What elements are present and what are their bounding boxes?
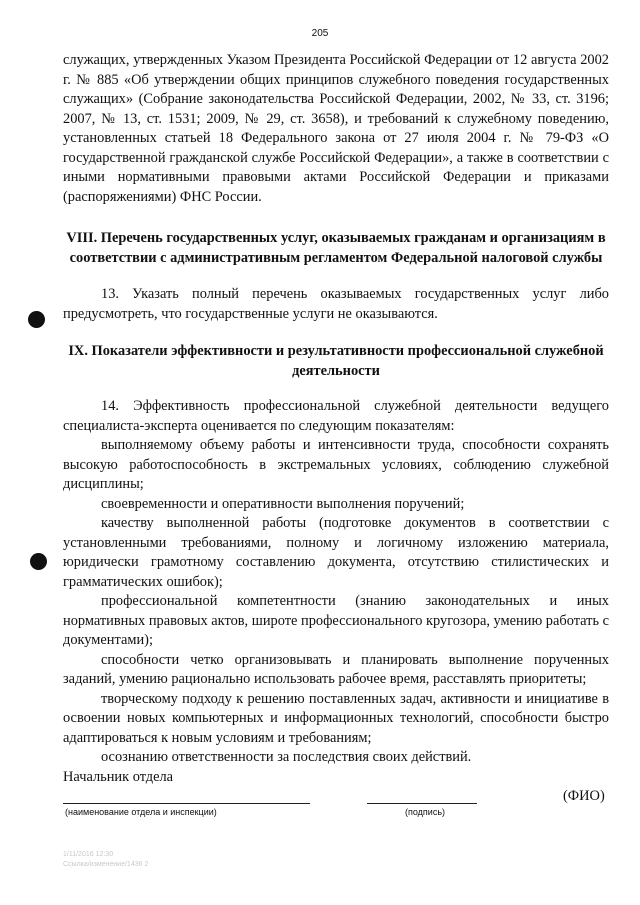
paragraph-14: 14. Эффективность профессиональной служебной деятельности ведущего специалиста-эксперта оценивается по следующим показателям: <box>63 398 609 434</box>
fio-label: (ФИО) <box>563 788 605 804</box>
signature-title: Начальник отдела <box>63 769 174 785</box>
indicator-item: творческому подходу к решению поставленных задач, активности и инициативе в освоении новых компьютерных и информационных технологий, способности быстро адаптироваться к новым условиям и требованиям; <box>63 690 609 746</box>
paragraph-13: 13. Указать полный перечень оказываемых государственных услуг либо предусмотреть, что государственные услуги не оказываются. <box>63 286 609 322</box>
indicator-item: выполняемому объему работы и интенсивности труда, способности сохранять высокую работоспособность в экстремальных условиях, соблюдению служебной дисциплины; <box>63 437 609 492</box>
indicator-item: осознанию ответственности за последствия своих действий. <box>101 749 472 765</box>
punch-hole-mark <box>30 553 47 570</box>
scan-watermark-line: Ссылка/изменение/1436 2 <box>63 861 149 868</box>
indicator-item: способности четко организовывать и планировать выполнение порученных заданий, умению рационально использовать рабочее время, расставлять приоритеты; <box>63 651 609 687</box>
signature-caption: (подпись) <box>405 807 446 817</box>
section-ix-heading: IX. Показатели эффективности и результативности профессиональной служебной деятельности <box>68 343 604 379</box>
department-signature-line <box>63 803 310 804</box>
punch-hole-mark <box>28 311 45 328</box>
paragraph-continuation: служащих, утвержденных Указом Президента Российской Федерации от 12 августа 2002 г. № 885 «Об утверждении общих принципов служебного поведения государственных служащих» (Собрание законодательства Российской Федерации, 2002, № 33, ст. 3196; 2007, № 13, ст. 1531; 2009, № 29, ст. 3658), и требований к служебному поведению, установленных статьей 18 Федерального закона от 27 июля 2004 г. № 79-ФЗ «О государственной гражданской службе Российской Федерации», а также в соответствии с иными нормативными правовыми актами Российской Федерации и приказами (распоряжениями) ФНС России. <box>63 52 609 205</box>
indicator-item: своевременности и оперативности выполнения поручений; <box>101 495 465 512</box>
section-viii-heading: VIII. Перечень государственных услуг, оказываемых гражданам и организациям в соответствии с административным регламентом Федеральной налоговой службы <box>66 230 606 266</box>
scan-watermark-line: 1/11/2016 12:30 <box>63 851 114 858</box>
signature-line <box>367 803 477 804</box>
indicator-item: качеству выполненной работы (подготовке документов в соответствии с установленными требованиями, полному и логичному изложению материала, юридически грамотному составлению документа, отсутствию стилистических и грамматических ошибок); <box>63 515 609 590</box>
page-number: 205 <box>311 28 329 39</box>
department-caption: (наименование отдела и инспекции) <box>65 807 217 817</box>
document-body <box>63 51 609 768</box>
indicator-item: профессиональной компетентности (знанию законодательных и иных нормативных правовых актов, широте профессионального кругозора, умению работать с документами); <box>63 593 610 648</box>
